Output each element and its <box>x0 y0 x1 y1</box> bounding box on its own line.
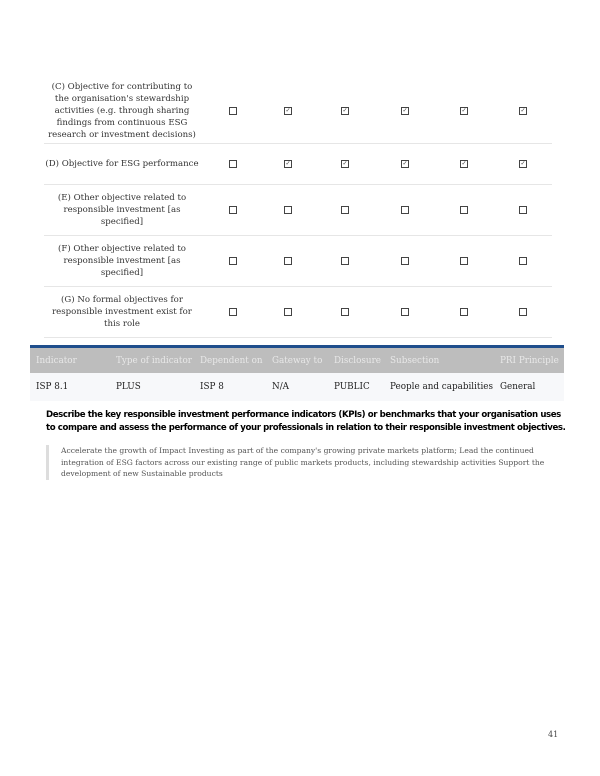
checked-checkbox[interactable]: ✓ <box>461 106 467 114</box>
unchecked-checkbox[interactable] <box>341 308 349 316</box>
header-cell: PRI Principle <box>500 355 559 366</box>
cell: ISP 8 <box>200 382 224 392</box>
header-cell: Subsection <box>390 355 440 366</box>
header-cell: Disclosure <box>334 355 382 366</box>
unchecked-checkbox[interactable] <box>401 206 409 214</box>
checked-checkbox[interactable]: ✓ <box>342 160 348 167</box>
header-cell: Type of indicator <box>116 355 192 366</box>
unchecked-checkbox[interactable] <box>341 206 349 214</box>
unchecked-checkbox[interactable] <box>229 206 237 214</box>
unchecked-checkbox[interactable] <box>460 257 468 265</box>
indicator-table <box>30 345 564 401</box>
unchecked-checkbox[interactable] <box>519 206 527 214</box>
objective-row <box>44 78 552 144</box>
cell: General <box>500 382 536 392</box>
header-cell: Indicator <box>36 355 77 366</box>
cell: PLUS <box>116 382 141 392</box>
cell: N/A <box>272 382 290 392</box>
table-row <box>30 373 564 401</box>
checked-checkbox[interactable]: ✓ <box>402 106 408 114</box>
unchecked-checkbox[interactable] <box>229 257 237 265</box>
objective-row <box>44 287 552 338</box>
header-cell: Dependent on <box>200 355 263 366</box>
unchecked-checkbox[interactable] <box>401 257 409 265</box>
unchecked-checkbox[interactable] <box>341 257 349 265</box>
table-header <box>30 348 564 373</box>
objective-row <box>44 185 552 236</box>
unchecked-checkbox[interactable] <box>460 206 468 214</box>
unchecked-checkbox[interactable] <box>519 308 527 316</box>
objective-row <box>44 144 552 185</box>
cell: PUBLIC <box>334 382 370 392</box>
checked-checkbox[interactable]: ✓ <box>342 106 348 114</box>
objective-label: (E) Other objective related to responsible investment [as specified] <box>57 193 187 227</box>
unchecked-checkbox[interactable] <box>401 308 409 316</box>
cell: ISP 8.1 <box>36 382 69 392</box>
checked-checkbox[interactable]: ✓ <box>285 160 291 167</box>
question-text: Describe the key responsible investment performance indicators (KPIs) or benchmarks that your organisation uses to compare and assess the performance of your professionals in relation to their responsible investment objectives. <box>46 410 566 433</box>
unchecked-checkbox[interactable] <box>284 257 292 265</box>
checked-checkbox[interactable]: ✓ <box>520 106 526 114</box>
page-number: 41 <box>548 730 559 739</box>
checked-checkbox[interactable]: ✓ <box>285 106 291 114</box>
objective-label: (F) Other objective related to responsible investment [as specified] <box>58 244 186 278</box>
unchecked-checkbox[interactable] <box>229 160 237 168</box>
objective-label: (D) Objective for ESG performance <box>45 159 199 169</box>
header-cell: Gateway to <box>272 355 323 366</box>
objective-label: (C) Objective for contributing to the organisation's stewardship activities (e.g. through sharing findings from continuous ESG research or investment decisions) <box>48 81 196 140</box>
unchecked-checkbox[interactable] <box>519 257 527 265</box>
cell: People and capabilities <box>390 382 493 392</box>
unchecked-checkbox[interactable] <box>229 308 237 316</box>
checked-checkbox[interactable]: ✓ <box>402 160 408 167</box>
unchecked-checkbox[interactable] <box>284 308 292 316</box>
checked-checkbox[interactable]: ✓ <box>461 160 467 167</box>
answer-text: Accelerate the growth of Impact Investing as part of the company's growing private markets platform; Lead the continued integration of ESG factors across our existing range of public markets products, including stewardship activities Support the development of new Sustainable products <box>46 445 569 480</box>
objective-label: (G) No formal objectives for responsible investment exist for this role <box>52 295 192 329</box>
unchecked-checkbox[interactable] <box>229 107 237 115</box>
unchecked-checkbox[interactable] <box>284 206 292 214</box>
objective-row <box>44 236 552 287</box>
checked-checkbox[interactable]: ✓ <box>520 160 526 167</box>
unchecked-checkbox[interactable] <box>460 308 468 316</box>
